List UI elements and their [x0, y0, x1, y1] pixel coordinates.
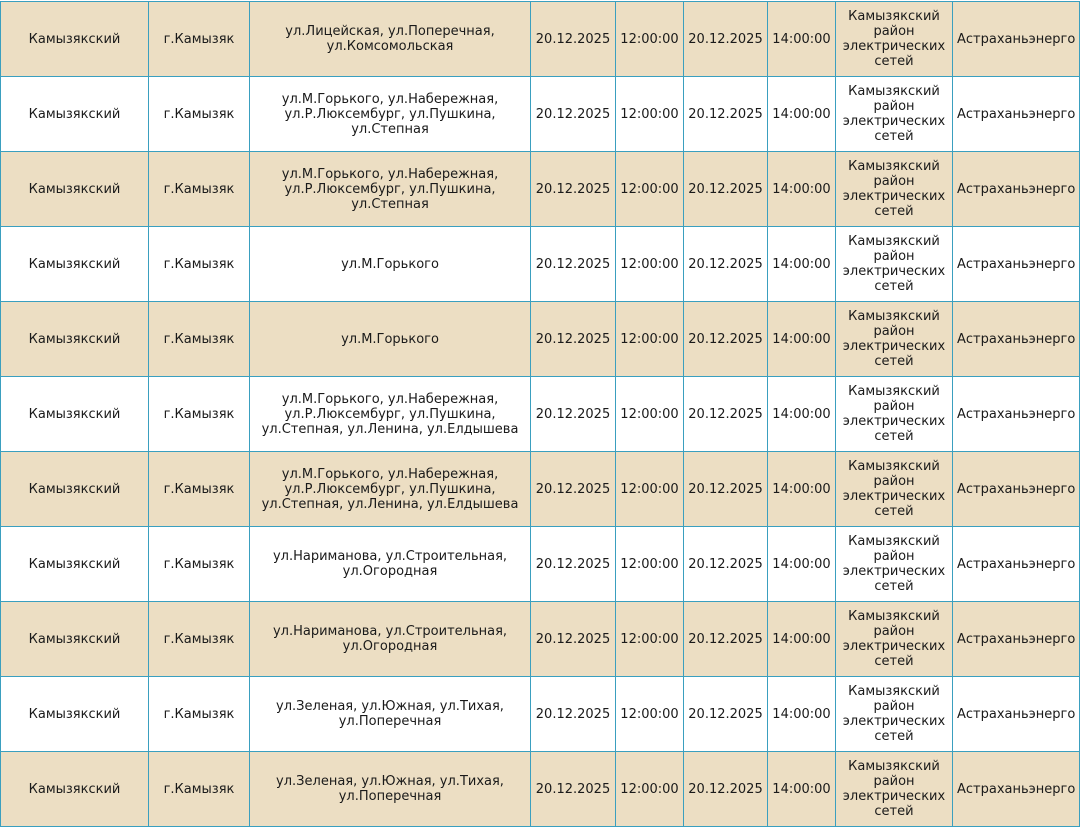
- locality-cell: г.Камызяк: [149, 152, 250, 227]
- start-date-cell: 20.12.2025: [531, 77, 616, 152]
- streets-cell: ул.М.Горького: [250, 302, 531, 377]
- start-time-cell: 12:00:00: [616, 752, 684, 827]
- branch-cell: Камызякский район электрических сетей: [836, 377, 953, 452]
- locality-cell: г.Камызяк: [149, 302, 250, 377]
- company-cell: Астраханьэнерго: [953, 677, 1080, 752]
- district-cell: Камызякский: [1, 152, 149, 227]
- branch-cell: Камызякский район электрических сетей: [836, 77, 953, 152]
- start-date-cell: 20.12.2025: [531, 302, 616, 377]
- start-date-cell: 20.12.2025: [531, 527, 616, 602]
- end-date-cell: 20.12.2025: [684, 677, 768, 752]
- table-row: [1, 677, 1080, 752]
- start-date-cell: 20.12.2025: [531, 677, 616, 752]
- start-time-cell: 12:00:00: [616, 527, 684, 602]
- table-row: [1, 227, 1080, 302]
- locality-cell: г.Камызяк: [149, 77, 250, 152]
- district-cell: Камызякский: [1, 2, 149, 77]
- end-time-cell: 14:00:00: [768, 77, 836, 152]
- end-date-cell: 20.12.2025: [684, 452, 768, 527]
- end-time-cell: 14:00:00: [768, 452, 836, 527]
- company-cell: Астраханьэнерго: [953, 77, 1080, 152]
- district-cell: Камызякский: [1, 602, 149, 677]
- streets-cell: ул.М.Горького, ул.Набережная, ул.Р.Люксембург, ул.Пушкина, ул.Степная, ул.Ленина, ул.Елдышева: [250, 377, 531, 452]
- table-row: [1, 602, 1080, 677]
- district-cell: Камызякский: [1, 227, 149, 302]
- company-cell: Астраханьэнерго: [953, 302, 1080, 377]
- end-date-cell: 20.12.2025: [684, 2, 768, 77]
- company-cell: Астраханьэнерго: [953, 377, 1080, 452]
- end-time-cell: 14:00:00: [768, 602, 836, 677]
- branch-cell: Камызякский район электрических сетей: [836, 302, 953, 377]
- table-row: [1, 77, 1080, 152]
- branch-cell: Камызякский район электрических сетей: [836, 752, 953, 827]
- streets-cell: ул.Лицейская, ул.Поперечная, ул.Комсомольская: [250, 2, 531, 77]
- streets-cell: ул.Нариманова, ул.Строительная, ул.Огородная: [250, 602, 531, 677]
- streets-cell: ул.Зеленая, ул.Южная, ул.Тихая, ул.Поперечная: [250, 677, 531, 752]
- start-date-cell: 20.12.2025: [531, 227, 616, 302]
- start-time-cell: 12:00:00: [616, 452, 684, 527]
- district-cell: Камызякский: [1, 677, 149, 752]
- outage-schedule-table: [0, 1, 1080, 827]
- start-date-cell: 20.12.2025: [531, 152, 616, 227]
- branch-cell: Камызякский район электрических сетей: [836, 527, 953, 602]
- branch-cell: Камызякский район электрических сетей: [836, 677, 953, 752]
- locality-cell: г.Камызяк: [149, 377, 250, 452]
- end-date-cell: 20.12.2025: [684, 752, 768, 827]
- table-row: [1, 752, 1080, 827]
- streets-cell: ул.М.Горького, ул.Набережная, ул.Р.Люксембург, ул.Пушкина, ул.Степная, ул.Ленина, ул.Елдышева: [250, 452, 531, 527]
- end-time-cell: 14:00:00: [768, 677, 836, 752]
- end-date-cell: 20.12.2025: [684, 302, 768, 377]
- district-cell: Камызякский: [1, 452, 149, 527]
- end-time-cell: 14:00:00: [768, 302, 836, 377]
- branch-cell: Камызякский район электрических сетей: [836, 152, 953, 227]
- locality-cell: г.Камызяк: [149, 752, 250, 827]
- table-row: [1, 302, 1080, 377]
- end-time-cell: 14:00:00: [768, 2, 836, 77]
- streets-cell: ул.М.Горького, ул.Набережная, ул.Р.Люксембург, ул.Пушкина, ул.Степная: [250, 152, 531, 227]
- end-date-cell: 20.12.2025: [684, 227, 768, 302]
- company-cell: Астраханьэнерго: [953, 752, 1080, 827]
- company-cell: Астраханьэнерго: [953, 452, 1080, 527]
- end-date-cell: 20.12.2025: [684, 77, 768, 152]
- streets-cell: ул.Нариманова, ул.Строительная, ул.Огородная: [250, 527, 531, 602]
- end-time-cell: 14:00:00: [768, 752, 836, 827]
- start-date-cell: 20.12.2025: [531, 2, 616, 77]
- branch-cell: Камызякский район электрических сетей: [836, 2, 953, 77]
- locality-cell: г.Камызяк: [149, 452, 250, 527]
- locality-cell: г.Камызяк: [149, 677, 250, 752]
- table-row: [1, 452, 1080, 527]
- start-date-cell: 20.12.2025: [531, 602, 616, 677]
- start-time-cell: 12:00:00: [616, 302, 684, 377]
- start-time-cell: 12:00:00: [616, 602, 684, 677]
- branch-cell: Камызякский район электрических сетей: [836, 452, 953, 527]
- locality-cell: г.Камызяк: [149, 2, 250, 77]
- district-cell: Камызякский: [1, 752, 149, 827]
- streets-cell: ул.Зеленая, ул.Южная, ул.Тихая, ул.Поперечная: [250, 752, 531, 827]
- district-cell: Камызякский: [1, 377, 149, 452]
- start-time-cell: 12:00:00: [616, 677, 684, 752]
- branch-cell: Камызякский район электрических сетей: [836, 602, 953, 677]
- table-row: [1, 527, 1080, 602]
- company-cell: Астраханьэнерго: [953, 602, 1080, 677]
- district-cell: Камызякский: [1, 302, 149, 377]
- end-time-cell: 14:00:00: [768, 527, 836, 602]
- start-date-cell: 20.12.2025: [531, 452, 616, 527]
- start-time-cell: 12:00:00: [616, 152, 684, 227]
- start-date-cell: 20.12.2025: [531, 377, 616, 452]
- table-body: [1, 2, 1080, 827]
- locality-cell: г.Камызяк: [149, 227, 250, 302]
- company-cell: Астраханьэнерго: [953, 227, 1080, 302]
- table-row: [1, 2, 1080, 77]
- district-cell: Камызякский: [1, 527, 149, 602]
- streets-cell: ул.М.Горького: [250, 227, 531, 302]
- end-date-cell: 20.12.2025: [684, 152, 768, 227]
- end-time-cell: 14:00:00: [768, 152, 836, 227]
- start-time-cell: 12:00:00: [616, 2, 684, 77]
- locality-cell: г.Камызяк: [149, 527, 250, 602]
- locality-cell: г.Камызяк: [149, 602, 250, 677]
- end-date-cell: 20.12.2025: [684, 377, 768, 452]
- end-time-cell: 14:00:00: [768, 227, 836, 302]
- end-time-cell: 14:00:00: [768, 377, 836, 452]
- branch-cell: Камызякский район электрических сетей: [836, 227, 953, 302]
- end-date-cell: 20.12.2025: [684, 602, 768, 677]
- start-time-cell: 12:00:00: [616, 77, 684, 152]
- end-date-cell: 20.12.2025: [684, 527, 768, 602]
- start-time-cell: 12:00:00: [616, 377, 684, 452]
- table-row: [1, 152, 1080, 227]
- company-cell: Астраханьэнерго: [953, 152, 1080, 227]
- district-cell: Камызякский: [1, 77, 149, 152]
- streets-cell: ул.М.Горького, ул.Набережная, ул.Р.Люксембург, ул.Пушкина, ул.Степная: [250, 77, 531, 152]
- start-date-cell: 20.12.2025: [531, 752, 616, 827]
- company-cell: Астраханьэнерго: [953, 527, 1080, 602]
- table-row: [1, 377, 1080, 452]
- start-time-cell: 12:00:00: [616, 227, 684, 302]
- company-cell: Астраханьэнерго: [953, 2, 1080, 77]
